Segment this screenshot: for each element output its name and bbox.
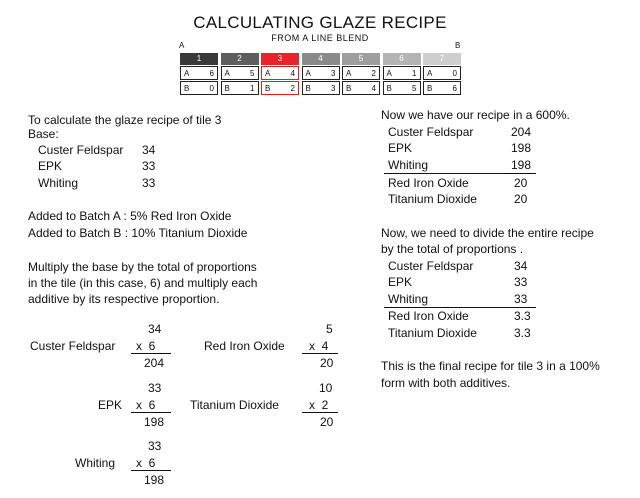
tile-batch-label: B xyxy=(184,83,190,93)
tile-batch-value: 1 xyxy=(412,68,417,78)
recipe600-item-value: 204 xyxy=(511,125,532,139)
tile-number: 2 xyxy=(221,53,259,65)
tile-number: 1 xyxy=(180,53,218,65)
recipe100-item-name: EPK xyxy=(388,275,413,289)
divide-text-line: Now, we need to divide the entire recipe xyxy=(381,226,594,240)
base-item-name: EPK xyxy=(38,159,63,173)
intro-text: To calculate the glaze recipe of tile 3 xyxy=(28,113,222,127)
recipe600-item-value: 20 xyxy=(514,176,528,190)
tile-number: 5 xyxy=(342,53,380,65)
blend-label-b: B xyxy=(455,41,461,50)
blend-tile-3 xyxy=(261,53,299,96)
final-text-line: form with both additives. xyxy=(381,376,511,390)
calc-iron-rule xyxy=(302,353,338,354)
calc-titanium-result: 20 xyxy=(320,415,334,429)
tile-number: 6 xyxy=(383,53,421,65)
tile-batch-label: A xyxy=(427,68,433,78)
calc-feldspar-result: 204 xyxy=(144,356,165,370)
base-item-name: Whiting xyxy=(38,176,79,190)
recipe600-item-name: Red Iron Oxide xyxy=(388,176,469,190)
tile-batch-value: 6 xyxy=(452,83,457,93)
recipe600-item-name: Whiting xyxy=(388,158,429,172)
recipe100-item-name: Titanium Dioxide xyxy=(388,326,477,340)
calc-titanium-rule xyxy=(302,412,338,413)
tile-proportion-row xyxy=(180,81,218,95)
recipe100-item-value: 3.3 xyxy=(514,309,531,323)
tile-proportion-row xyxy=(221,66,259,80)
recipe100-item-value: 3.3 xyxy=(514,326,531,340)
tile-batch-value: 4 xyxy=(290,68,295,78)
calc-iron-op: x 4 xyxy=(309,339,329,353)
tile-batch-label: A xyxy=(184,68,190,78)
calc-feldspar-top: 34 xyxy=(148,322,162,336)
calc-iron-top: 5 xyxy=(326,322,333,336)
tile-batch-label: A xyxy=(224,68,230,78)
blend-label-a: A xyxy=(179,41,185,50)
base-item-name: Custer Feldspar xyxy=(38,143,124,157)
tile-batch-value: 2 xyxy=(290,83,295,93)
tile-batch-value: 3 xyxy=(331,68,336,78)
calc-whiting-name: Whiting xyxy=(75,456,116,470)
recipe100-item-value: 34 xyxy=(514,259,528,273)
calc-feldspar-op: x 6 xyxy=(136,339,156,353)
tile-batch-label: A xyxy=(386,68,392,78)
tile-proportion-row xyxy=(221,81,259,95)
blend-tile-2 xyxy=(221,53,259,96)
recipe100-item-value: 33 xyxy=(514,292,528,306)
base-item-value: 33 xyxy=(142,159,156,173)
divide-text-line: by the total of proportions . xyxy=(381,242,524,256)
tile-batch-label: A xyxy=(346,68,352,78)
calc-epk-name: EPK xyxy=(98,398,123,412)
recipe600-item-value: 198 xyxy=(511,158,532,172)
tile-proportion-row xyxy=(383,66,421,80)
tile-proportion-row xyxy=(383,81,421,95)
blend-tile-1 xyxy=(180,53,218,96)
tile-number: 3 xyxy=(261,53,299,65)
final-text-line: This is the final recipe for tile 3 in a 100% xyxy=(381,359,600,373)
tile-batch-value: 0 xyxy=(209,83,214,93)
tile-batch-value: 2 xyxy=(371,68,376,78)
tile-batch-label: B xyxy=(224,83,230,93)
recipe100-item-name: Red Iron Oxide xyxy=(388,309,469,323)
tile-batch-value: 3 xyxy=(331,83,336,93)
tile-proportion-row xyxy=(423,66,461,80)
batch-b-note: Added to Batch B : 10% Titanium Dioxide xyxy=(28,226,248,240)
recipe600-item-value: 198 xyxy=(511,141,532,155)
recipe600-item-name: EPK xyxy=(388,141,413,155)
calc-feldspar-rule xyxy=(131,353,171,354)
calc-epk-result: 198 xyxy=(144,415,165,429)
tile-proportion-row xyxy=(302,66,340,80)
tile-batch-value: 6 xyxy=(209,68,214,78)
calc-titanium-name: Titanium Dioxide xyxy=(190,398,279,412)
tile-number: 7 xyxy=(423,53,461,65)
tile-batch-value: 5 xyxy=(250,68,255,78)
calc-iron-result: 20 xyxy=(320,356,334,370)
blend-tile-4 xyxy=(302,53,340,96)
recipe100-divider xyxy=(384,307,536,308)
calc-epk-op: x 6 xyxy=(136,398,156,412)
calc-iron-name: Red Iron Oxide xyxy=(204,339,285,353)
base-label: Base: xyxy=(28,127,59,141)
tile-proportion-row xyxy=(342,81,380,95)
tile-proportion-row xyxy=(302,81,340,95)
recipe100-item-name: Custer Feldspar xyxy=(388,259,474,273)
tile-proportion-row xyxy=(180,66,218,80)
tile-batch-label: B xyxy=(346,83,352,93)
tile-number: 4 xyxy=(302,53,340,65)
multiply-text-line: additive by its respective proportion. xyxy=(28,292,220,306)
tile-batch-label: B xyxy=(427,83,433,93)
tile-batch-label: A xyxy=(305,68,311,78)
calc-whiting-op: x 6 xyxy=(136,456,156,470)
recipe600-item-name: Titanium Dioxide xyxy=(388,192,477,206)
tile-batch-label: B xyxy=(386,83,392,93)
recipe100-item-value: 33 xyxy=(514,275,528,289)
recipe600-heading: Now we have our recipe in a 600%. xyxy=(381,108,570,122)
page-subtitle: FROM A LINE BLEND xyxy=(271,33,369,43)
calc-epk-rule xyxy=(131,412,171,413)
base-item-value: 34 xyxy=(142,143,156,157)
tile-batch-value: 5 xyxy=(412,83,417,93)
tile-batch-value: 1 xyxy=(250,83,255,93)
tile-batch-label: A xyxy=(265,68,271,78)
blend-tile-5 xyxy=(342,53,380,96)
calc-whiting-result: 198 xyxy=(144,473,165,487)
tile-batch-value: 4 xyxy=(371,83,376,93)
tile-proportion-row xyxy=(423,81,461,95)
calc-titanium-op: x 2 xyxy=(309,398,329,412)
recipe100-item-name: Whiting xyxy=(388,292,429,306)
tile-batch-value: 0 xyxy=(452,68,457,78)
multiply-text-line: in the tile (in this case, 6) and multiply each xyxy=(28,276,258,290)
calc-epk-top: 33 xyxy=(148,381,162,395)
calc-whiting-rule xyxy=(131,470,171,471)
blend-tile-7 xyxy=(423,53,461,96)
tile-proportion-row xyxy=(261,81,299,95)
recipe600-item-name: Custer Feldspar xyxy=(388,125,474,139)
blend-tile-6 xyxy=(383,53,421,96)
tile-batch-label: B xyxy=(265,83,271,93)
batch-a-note: Added to Batch A : 5% Red Iron Oxide xyxy=(28,209,232,223)
recipe600-item-value: 20 xyxy=(514,192,528,206)
tile-batch-label: B xyxy=(305,83,311,93)
tile-proportion-row xyxy=(342,66,380,80)
multiply-text-line: Multiply the base by the total of proportions xyxy=(28,260,257,274)
calc-feldspar-name: Custer Feldspar xyxy=(30,339,116,353)
base-item-value: 33 xyxy=(142,176,156,190)
tile-proportion-row xyxy=(261,66,299,80)
calc-whiting-top: 33 xyxy=(148,439,162,453)
page-title: CALCULATING GLAZE RECIPE xyxy=(193,13,447,32)
calc-titanium-top: 10 xyxy=(319,381,333,395)
recipe600-divider xyxy=(384,173,536,174)
